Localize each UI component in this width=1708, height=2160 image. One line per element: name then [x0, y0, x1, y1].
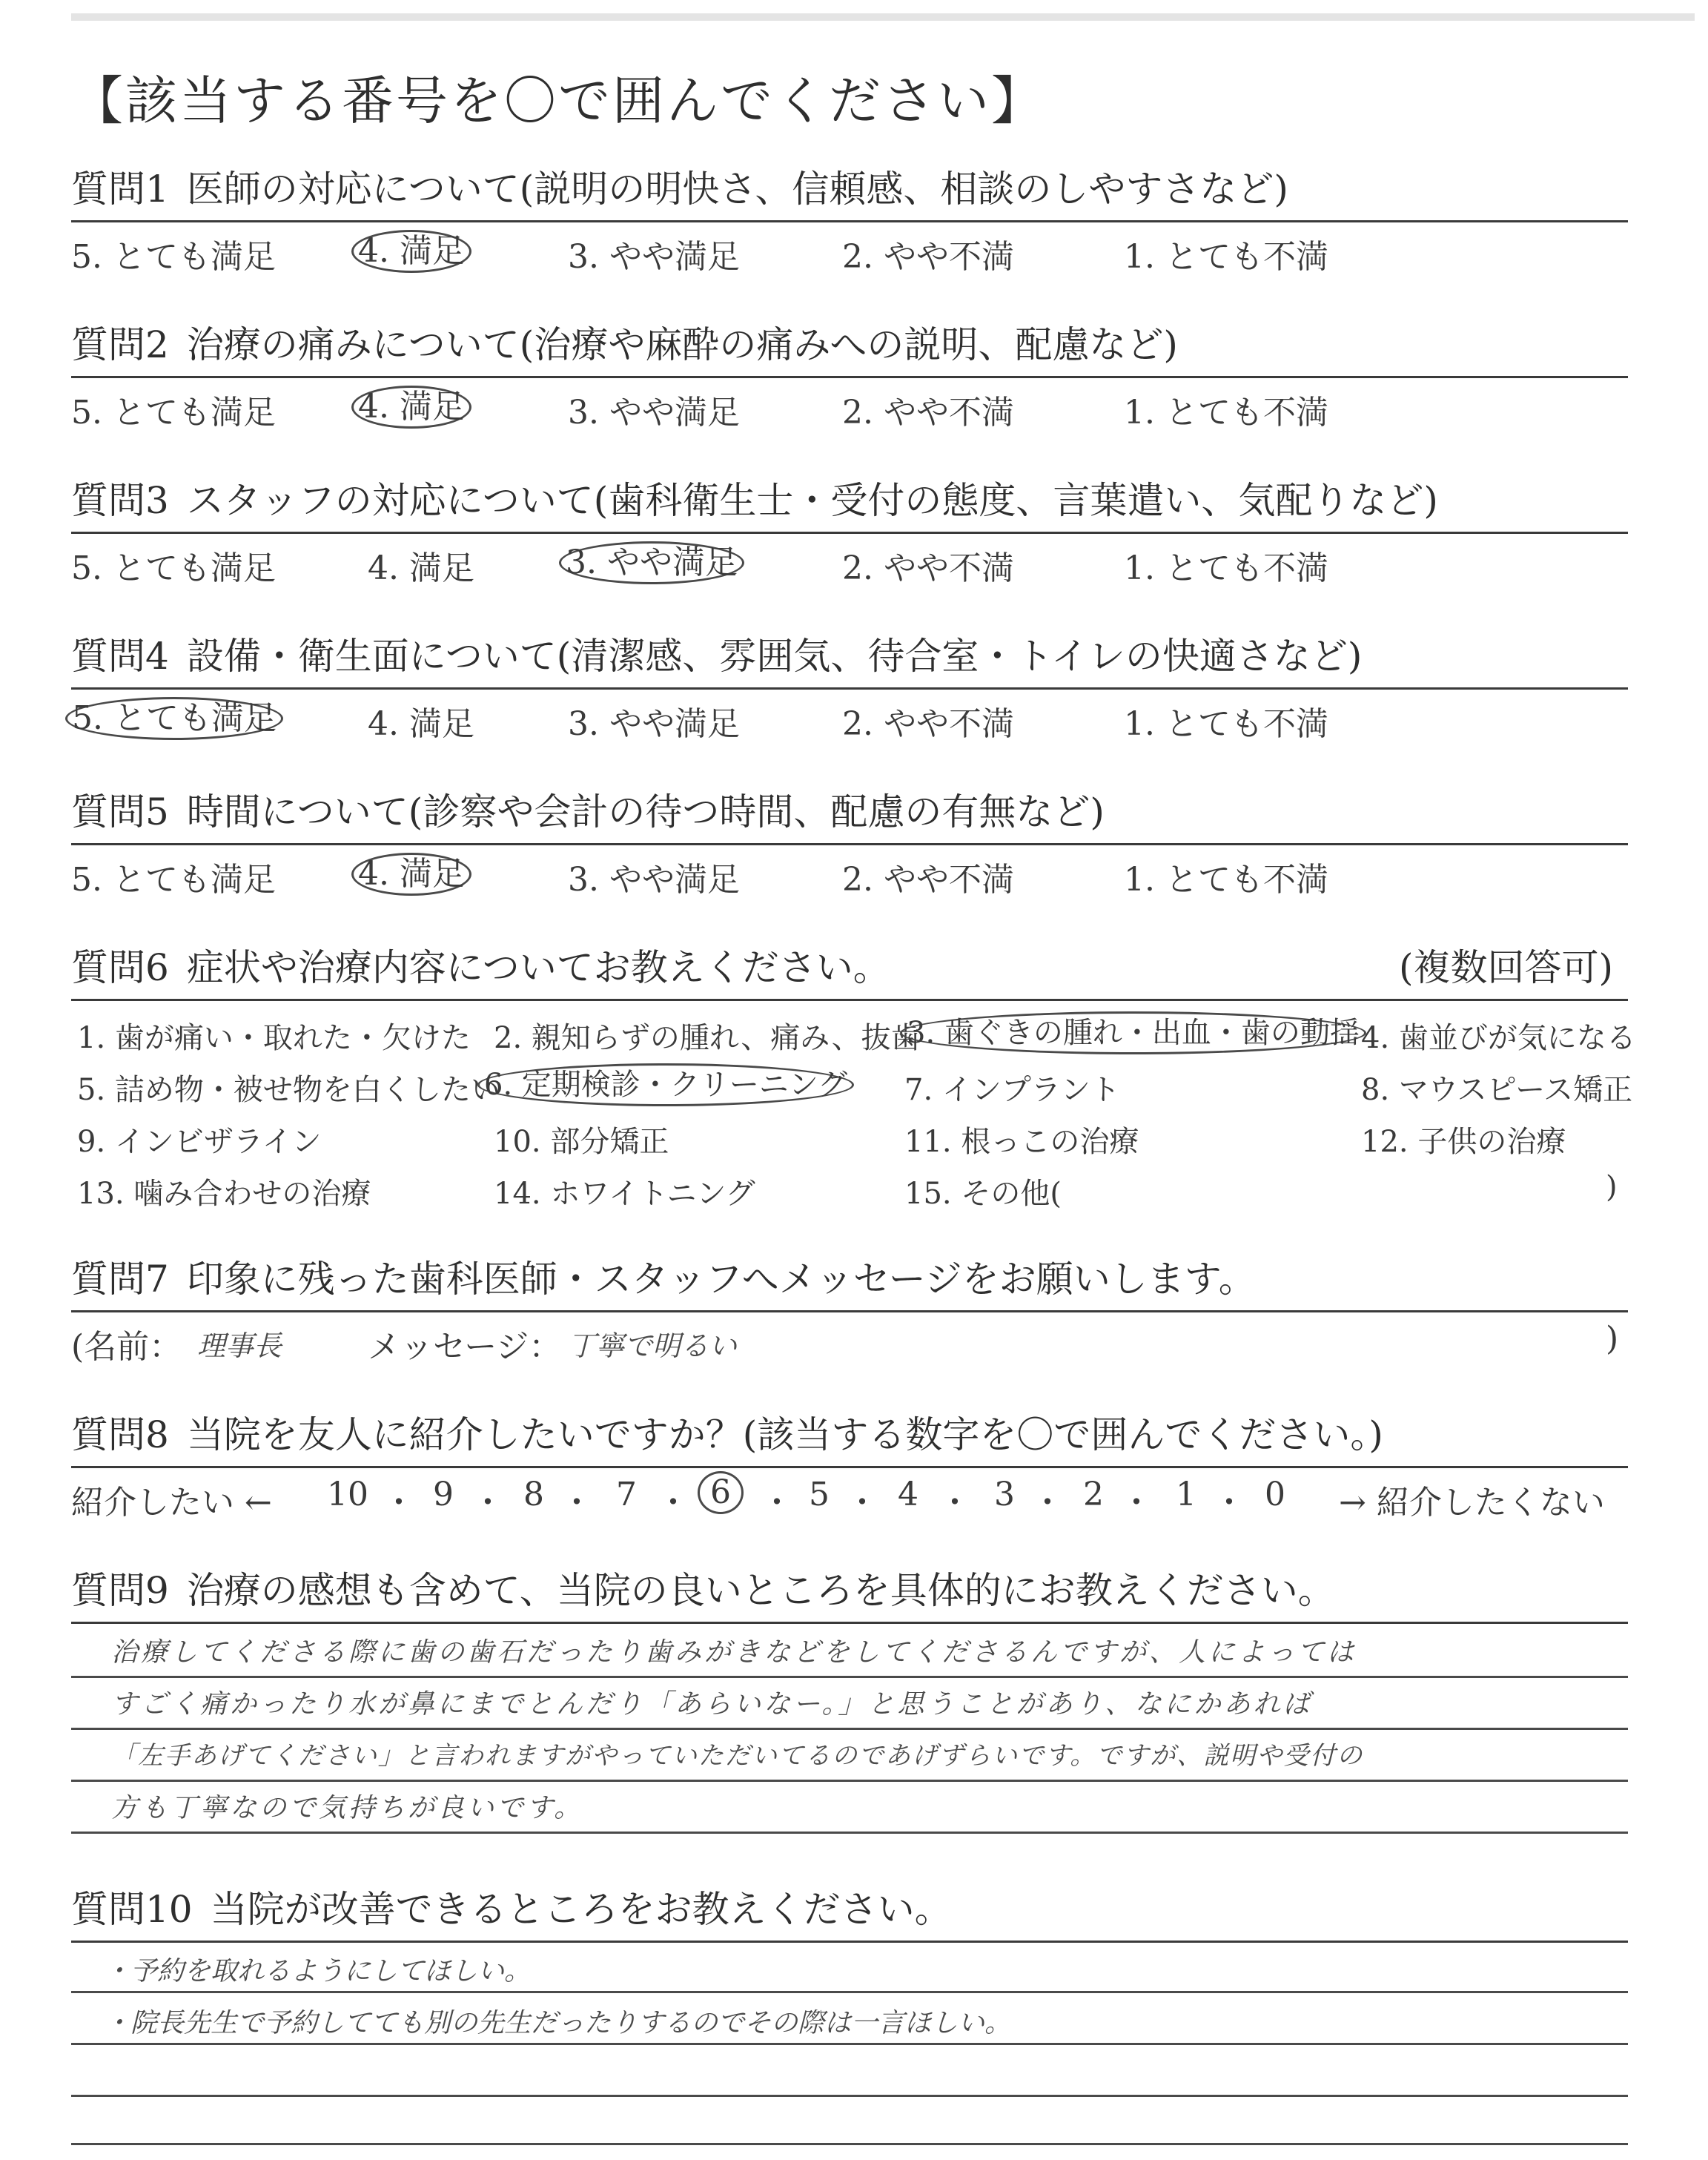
question-number: 質問7 [71, 1258, 169, 1301]
option-5[interactable]: 5. とても満足 [71, 549, 276, 587]
selection-circle: 4. 満足 [351, 853, 471, 896]
answer-line [71, 2043, 1628, 2045]
option-3[interactable]: 3. やや満足 [568, 705, 740, 743]
scale-7[interactable]: 7 [616, 1476, 637, 1513]
page-title: 【該当する番号を〇で囲んでください】 [71, 70, 1045, 131]
option-2[interactable]: 2. やや不満 [842, 549, 1014, 587]
handwritten-improvement-2[interactable]: ・院長先生で予約してても別の先生だったりするのでその際は一言ほしい。 [104, 2008, 1012, 2038]
message-label: メッセージ： [368, 1328, 562, 1366]
scale-5[interactable]: 5 [809, 1476, 830, 1513]
question-text: スタッフの対応について(歯科衛生士・受付の態度、言葉遣い、気配りなど) [186, 479, 1438, 522]
question-10 [71, 1880, 1628, 1943]
question-5 [71, 782, 1628, 897]
option-2[interactable]: 2. やや不満 [842, 861, 1014, 899]
answer-line [71, 1780, 1628, 1782]
divider [71, 1941, 1628, 1943]
symptom-option-5[interactable]: 5. 詰め物・被せ物を白くしたい [77, 1073, 500, 1107]
selection-circle: 6. 定期検診・クリーニング [477, 1063, 854, 1106]
question-number: 質問8 [71, 1413, 169, 1456]
option-3[interactable]: 3. やや満足 [568, 861, 740, 899]
symptom-option-6[interactable] [486, 1063, 854, 1106]
scale-10[interactable]: 10 [327, 1476, 368, 1513]
question-3 [71, 471, 1628, 586]
other-close-paren: ) [1606, 1170, 1618, 1204]
question-text: 医師の対応について(説明の明快さ、信頼感、相談のしやすさなど) [186, 168, 1288, 211]
answer-line [71, 2095, 1628, 2097]
symptom-option-1[interactable]: 1. 歯が痛い・取れた・欠けた [77, 1021, 471, 1055]
selection-circle: 4. 満足 [351, 230, 471, 273]
option-5[interactable] [71, 697, 283, 740]
symptom-option-4[interactable]: 4. 歯並びが気になる [1361, 1021, 1636, 1055]
handwritten-answer-line[interactable]: 「左手あげてください」と言われますがやっていただいてるのであげずらいです。ですが、説明や受付の [111, 1741, 1364, 1771]
scale-4[interactable]: 4 [898, 1476, 918, 1513]
selection-circle: 5. とても満足 [65, 697, 283, 740]
option-2[interactable]: 2. やや不満 [842, 394, 1014, 432]
scale-3[interactable]: 3 [994, 1476, 1015, 1513]
question-text: 時間について(診察や会計の待つ時間、配慮の有無など) [186, 790, 1105, 833]
question-1 [71, 159, 1628, 274]
question-number: 質問4 [71, 635, 169, 678]
scale-6[interactable] [698, 1471, 744, 1514]
question-number: 質問10 [71, 1888, 193, 1931]
handwritten-answer-line[interactable]: 治療してくださる際に歯の歯石だったり歯みがきなどをしてくださるんですが、人によっては [111, 1637, 1357, 1668]
symptom-option-10[interactable]: 10. 部分矯正 [494, 1125, 669, 1159]
option-1[interactable]: 1. とても不満 [1124, 705, 1328, 743]
option-1[interactable]: 1. とても不満 [1124, 394, 1328, 432]
selection-circle: 4. 満足 [351, 386, 471, 429]
question-8: 質問8 当院を友人に紹介したいですか？(該当する数字を〇で囲んでください。) 紹介したい ← 10 ・ 9 ・ 8 ・ 7 ・ 6 ・ 5 ・ 4 ・ 3 ・ 2 ・ 1 ・ 0 → 紹介したくない [71, 1405, 1628, 1520]
symptom-option-3[interactable] [909, 1011, 1366, 1054]
top-border [71, 13, 1695, 21]
close-paren: ) [1606, 1320, 1619, 1358]
question-text: 治療の感想も含めて、当院の良いところを具体的にお教えください。 [186, 1569, 1335, 1612]
message-value[interactable]: 丁寧で明るい [568, 1330, 738, 1362]
scale-9[interactable]: 9 [433, 1476, 454, 1513]
recommend-left-label: 紹介したい ← [71, 1484, 272, 1522]
symptom-option-2[interactable]: 2. 親知らずの腫れ、痛み、抜歯 [494, 1021, 921, 1055]
answer-line [71, 2143, 1628, 2145]
option-4[interactable] [360, 853, 471, 896]
question-2 [71, 315, 1628, 430]
selection-circle: 3. やや満足 [559, 541, 744, 584]
symptom-option-8[interactable]: 8. マウスピース矯正 [1361, 1073, 1633, 1107]
question-number: 質問6 [71, 946, 169, 989]
option-3[interactable] [568, 541, 744, 584]
option-4[interactable] [360, 386, 471, 429]
question-6 [71, 938, 1636, 1216]
symptom-option-12[interactable]: 12. 子供の治療 [1361, 1125, 1566, 1159]
answer-line [71, 1991, 1628, 1993]
handwritten-answer-line[interactable]: 方も丁寧なので気持ちが良いです。 [111, 1793, 584, 1823]
symptom-option-13[interactable]: 13. 噛み合わせの治療 [77, 1177, 371, 1211]
symptom-option-14[interactable]: 14. ホワイトニング [494, 1177, 755, 1211]
name-value[interactable]: 理事長 [197, 1330, 282, 1362]
option-4[interactable] [360, 230, 471, 273]
option-5[interactable]: 5. とても満足 [71, 238, 276, 276]
option-2[interactable]: 2. やや不満 [842, 705, 1014, 743]
question-number: 質問2 [71, 323, 169, 366]
option-1[interactable]: 1. とても不満 [1124, 549, 1328, 587]
symptom-option-15[interactable]: 15. その他( [904, 1177, 1062, 1211]
scale-0[interactable]: 0 [1265, 1476, 1285, 1513]
option-3[interactable]: 3. やや満足 [568, 394, 740, 432]
name-label: (名前： [71, 1328, 182, 1366]
option-4[interactable]: 4. 満足 [368, 705, 474, 743]
multiple-answers-note: (複数回答可) [1398, 946, 1613, 989]
handwritten-improvement-1[interactable]: ・予約を取れるようにしてほしい。 [104, 1956, 532, 1986]
option-4[interactable]: 4. 満足 [368, 549, 474, 587]
answer-line [71, 1728, 1628, 1730]
selection-circle: 3. 歯ぐきの腫れ・出血・歯の動揺 [900, 1011, 1366, 1054]
question-text: 当院が改善できるところをお教えください。 [210, 1888, 952, 1931]
question-number: 質問9 [71, 1569, 169, 1612]
option-1[interactable]: 1. とても不満 [1124, 238, 1328, 276]
scale-2[interactable]: 2 [1083, 1476, 1104, 1513]
recommend-right-label: → 紹介したくない [1339, 1484, 1605, 1522]
question-7 [71, 1249, 1628, 1364]
question-text: 症状や治療内容についてお教えください。 [186, 946, 890, 989]
answer-line [71, 1676, 1628, 1678]
question-text: 当院を友人に紹介したいですか？(該当する数字を〇で囲んでください。) [186, 1413, 1383, 1456]
symptom-option-9[interactable]: 9. インビザライン [77, 1125, 322, 1159]
scale-8[interactable]: 8 [523, 1476, 544, 1513]
symptom-option-7[interactable]: 7. インプラント [904, 1073, 1120, 1107]
option-2[interactable]: 2. やや不満 [842, 238, 1014, 276]
question-text: 印象に残った歯科医師・スタッフへメッセージをお願いします。 [186, 1258, 1256, 1301]
question-text: 治療の痛みについて(治療や麻酔の痛みへの説明、配慮など) [186, 323, 1178, 366]
question-number: 質問5 [71, 790, 169, 833]
scale-1[interactable]: 1 [1176, 1476, 1196, 1513]
question-number: 質問1 [71, 168, 169, 211]
handwritten-answer-line[interactable]: すごく痛かったり水が鼻にまでとんだり「あらいなー。」と思うことがあり、なにかあれば [111, 1689, 1313, 1720]
divider [71, 1622, 1628, 1624]
question-4 [71, 627, 1628, 742]
question-9 [71, 1561, 1628, 1624]
question-text: 設備・衛生面について(清潔感、雰囲気、待合室・トイレの快適さなど) [186, 635, 1363, 678]
answer-line [71, 1832, 1628, 1834]
option-5[interactable]: 5. とても満足 [71, 394, 276, 432]
option-1[interactable]: 1. とても不満 [1124, 861, 1328, 899]
option-3[interactable]: 3. やや満足 [568, 238, 740, 276]
option-5[interactable]: 5. とても満足 [71, 861, 276, 899]
selection-circle: 6 [698, 1471, 744, 1514]
symptom-option-11[interactable]: 11. 根っこの治療 [904, 1125, 1139, 1159]
question-number: 質問3 [71, 479, 169, 522]
